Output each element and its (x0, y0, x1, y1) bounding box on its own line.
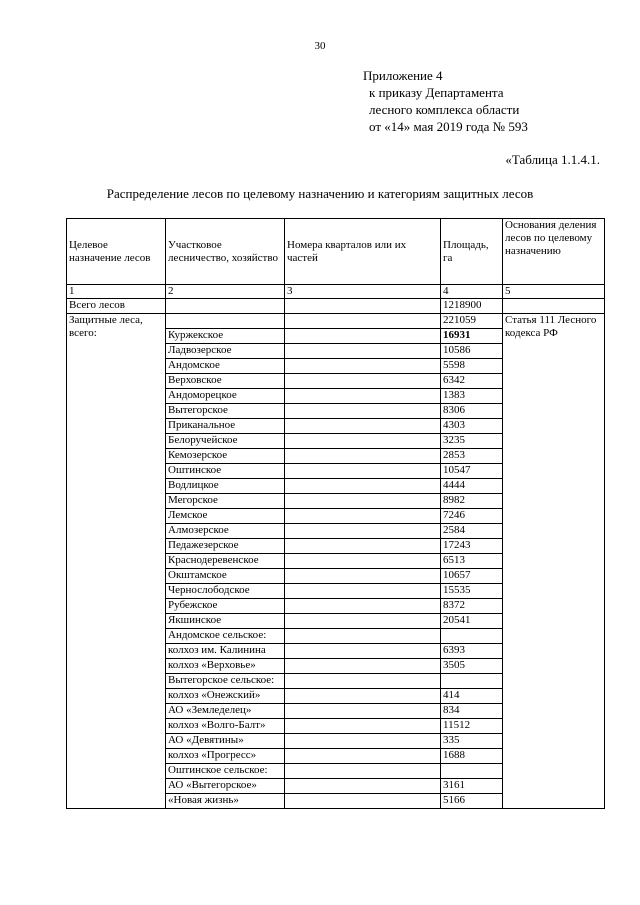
quarters-cell (285, 359, 441, 374)
table-row (67, 389, 605, 404)
table-row (67, 374, 605, 389)
forestry-name: Верховское (166, 374, 285, 389)
quarters-cell (285, 404, 441, 419)
area-value: 3161 (441, 779, 503, 794)
table-row (67, 419, 605, 434)
appendix-block (363, 67, 528, 135)
header-purpose: Целевое назначение лесов (67, 219, 166, 285)
area-value: 4303 (441, 419, 503, 434)
forestry-name: Куржекское (166, 329, 285, 344)
forestry-name: Лемское (166, 509, 285, 524)
forestry-name: Андомское сельское: (166, 629, 285, 644)
forestry-name: Приканальное (166, 419, 285, 434)
total-area: 1218900 (441, 299, 503, 314)
quarters-cell (285, 554, 441, 569)
table-row (67, 794, 605, 809)
table-row (67, 509, 605, 524)
area-value: 17243 (441, 539, 503, 554)
area-value (441, 629, 503, 644)
table-row (67, 599, 605, 614)
forestry-name: колхоз «Прогресс» (166, 749, 285, 764)
table-row (67, 764, 605, 779)
table-row (67, 569, 605, 584)
area-value: 3235 (441, 434, 503, 449)
appendix-line-1: Приложение 4 (363, 68, 443, 83)
forestry-name: Вытегорское (166, 404, 285, 419)
col-number: 4 (441, 285, 503, 299)
area-value: 8372 (441, 599, 503, 614)
header-quarters: Номера кварталов или их частей (285, 219, 441, 285)
protective-row (67, 314, 605, 329)
area-value: 20541 (441, 614, 503, 629)
quarters-cell (285, 449, 441, 464)
col-number: 1 (67, 285, 166, 299)
quarters-cell (285, 794, 441, 809)
area-value: 10586 (441, 344, 503, 359)
protective-label: Защитные леса, всего: (67, 314, 166, 344)
forestry-name: АО «Земледелец» (166, 704, 285, 719)
table-row (67, 734, 605, 749)
forestry-name: Краснодеревенское (166, 554, 285, 569)
quarters-cell (285, 689, 441, 704)
forestry-name: Андоморецкое (166, 389, 285, 404)
table-row (67, 674, 605, 689)
col-number: 3 (285, 285, 441, 299)
area-value (441, 674, 503, 689)
header-forestry: Участковое лесничество, хозяйство (166, 219, 285, 285)
quarters-cell (285, 509, 441, 524)
area-value: 2853 (441, 449, 503, 464)
table-row (67, 479, 605, 494)
table-row (67, 629, 605, 644)
area-value: 6393 (441, 644, 503, 659)
quarters-cell (285, 419, 441, 434)
column-number-row (67, 285, 605, 299)
forestry-name: Белоручейское (166, 434, 285, 449)
header-basis: Основания деления лесов по целевому назначению (503, 219, 605, 285)
quarters-cell (285, 539, 441, 554)
table-row (67, 494, 605, 509)
quarters-cell (285, 779, 441, 794)
area-value: 6513 (441, 554, 503, 569)
area-value: 6342 (441, 374, 503, 389)
forestry-name: АО «Вытегорское» (166, 779, 285, 794)
forestry-name: Якшинское (166, 614, 285, 629)
table-row (67, 749, 605, 764)
quarters-cell (285, 659, 441, 674)
quarters-cell (285, 389, 441, 404)
quarters-cell (285, 524, 441, 539)
quarters-cell (285, 629, 441, 644)
forestry-name: колхоз «Верховье» (166, 659, 285, 674)
forest-distribution-table (66, 218, 605, 809)
table-row (67, 779, 605, 794)
area-value: 834 (441, 704, 503, 719)
forestry-name: Оштинское сельское: (166, 764, 285, 779)
table-row (67, 659, 605, 674)
table-row (67, 404, 605, 419)
quarters-cell (285, 734, 441, 749)
total-row (67, 299, 605, 314)
area-value: 8982 (441, 494, 503, 509)
quarters-cell (285, 569, 441, 584)
forestry-name: АО «Девятины» (166, 734, 285, 749)
area-value: 16931 (441, 329, 503, 344)
quarters-cell (285, 614, 441, 629)
quarters-cell (285, 464, 441, 479)
table-row (67, 539, 605, 554)
forestry-name: Алмозерское (166, 524, 285, 539)
table-row (67, 584, 605, 599)
area-value: 5598 (441, 359, 503, 374)
table-row (67, 524, 605, 539)
table-row (67, 449, 605, 464)
protective-area: 221059 (441, 314, 503, 329)
area-value: 11512 (441, 719, 503, 734)
quarters-cell (285, 764, 441, 779)
appendix-line-2: к приказу Департамента (369, 85, 504, 100)
table-row (67, 464, 605, 479)
col-number: 5 (503, 285, 605, 299)
forestry-name: Мегорское (166, 494, 285, 509)
area-value: 414 (441, 689, 503, 704)
protective-basis: Статья 111 Лесного кодекса РФ (503, 314, 605, 359)
quarters-cell (285, 704, 441, 719)
forestry-name: Оштинское (166, 464, 285, 479)
area-value: 10657 (441, 569, 503, 584)
forestry-name: Рубежское (166, 599, 285, 614)
table-row (67, 644, 605, 659)
area-value: 3505 (441, 659, 503, 674)
forestry-name: Водлицкое (166, 479, 285, 494)
table-row (67, 554, 605, 569)
area-value: 2584 (441, 524, 503, 539)
appendix-line-4: от «14» мая 2019 года № 593 (369, 119, 528, 134)
total-label: Всего лесов (67, 299, 166, 314)
area-value: 15535 (441, 584, 503, 599)
table-reference: «Таблица 1.1.4.1. (505, 152, 600, 167)
quarters-cell (285, 584, 441, 599)
forestry-name: «Новая жизнь» (166, 794, 285, 809)
area-value: 5166 (441, 794, 503, 809)
area-value: 7246 (441, 509, 503, 524)
table-row (67, 359, 605, 374)
area-value: 8306 (441, 404, 503, 419)
forestry-name: Педажезерское (166, 539, 285, 554)
quarters-cell (285, 479, 441, 494)
quarters-cell (285, 344, 441, 359)
forestry-name: Андомское (166, 359, 285, 374)
table-row (67, 689, 605, 704)
forestry-name: колхоз «Онежский» (166, 689, 285, 704)
quarters-cell (285, 674, 441, 689)
forestry-name: колхоз им. Калинина (166, 644, 285, 659)
appendix-line-3: лесного комплекса области (369, 102, 520, 117)
table-row (67, 434, 605, 449)
forestry-name: Кемозерское (166, 449, 285, 464)
area-value: 4444 (441, 479, 503, 494)
col-number: 2 (166, 285, 285, 299)
quarters-cell (285, 644, 441, 659)
forestry-name: Вытегорское сельское: (166, 674, 285, 689)
forestry-name: Окштамское (166, 569, 285, 584)
header-area: Площадь, га (441, 219, 503, 285)
table-row (67, 704, 605, 719)
area-value: 335 (441, 734, 503, 749)
quarters-cell (285, 494, 441, 509)
area-value: 10547 (441, 464, 503, 479)
area-value (441, 764, 503, 779)
table-row (67, 614, 605, 629)
document-title: Распределение лесов по целевому назначению и категориям защитных лесов (106, 186, 534, 201)
forestry-name: Чернослободское (166, 584, 285, 599)
forestry-name: Ладвозерское (166, 344, 285, 359)
page-number: 30 (314, 40, 326, 52)
quarters-cell (285, 374, 441, 389)
quarters-cell (285, 749, 441, 764)
area-value: 1688 (441, 749, 503, 764)
area-value: 1383 (441, 389, 503, 404)
quarters-cell (285, 719, 441, 734)
quarters-cell (285, 329, 441, 344)
table-row (67, 719, 605, 734)
quarters-cell (285, 599, 441, 614)
forestry-name: колхоз «Волго-Балт» (166, 719, 285, 734)
quarters-cell (285, 434, 441, 449)
